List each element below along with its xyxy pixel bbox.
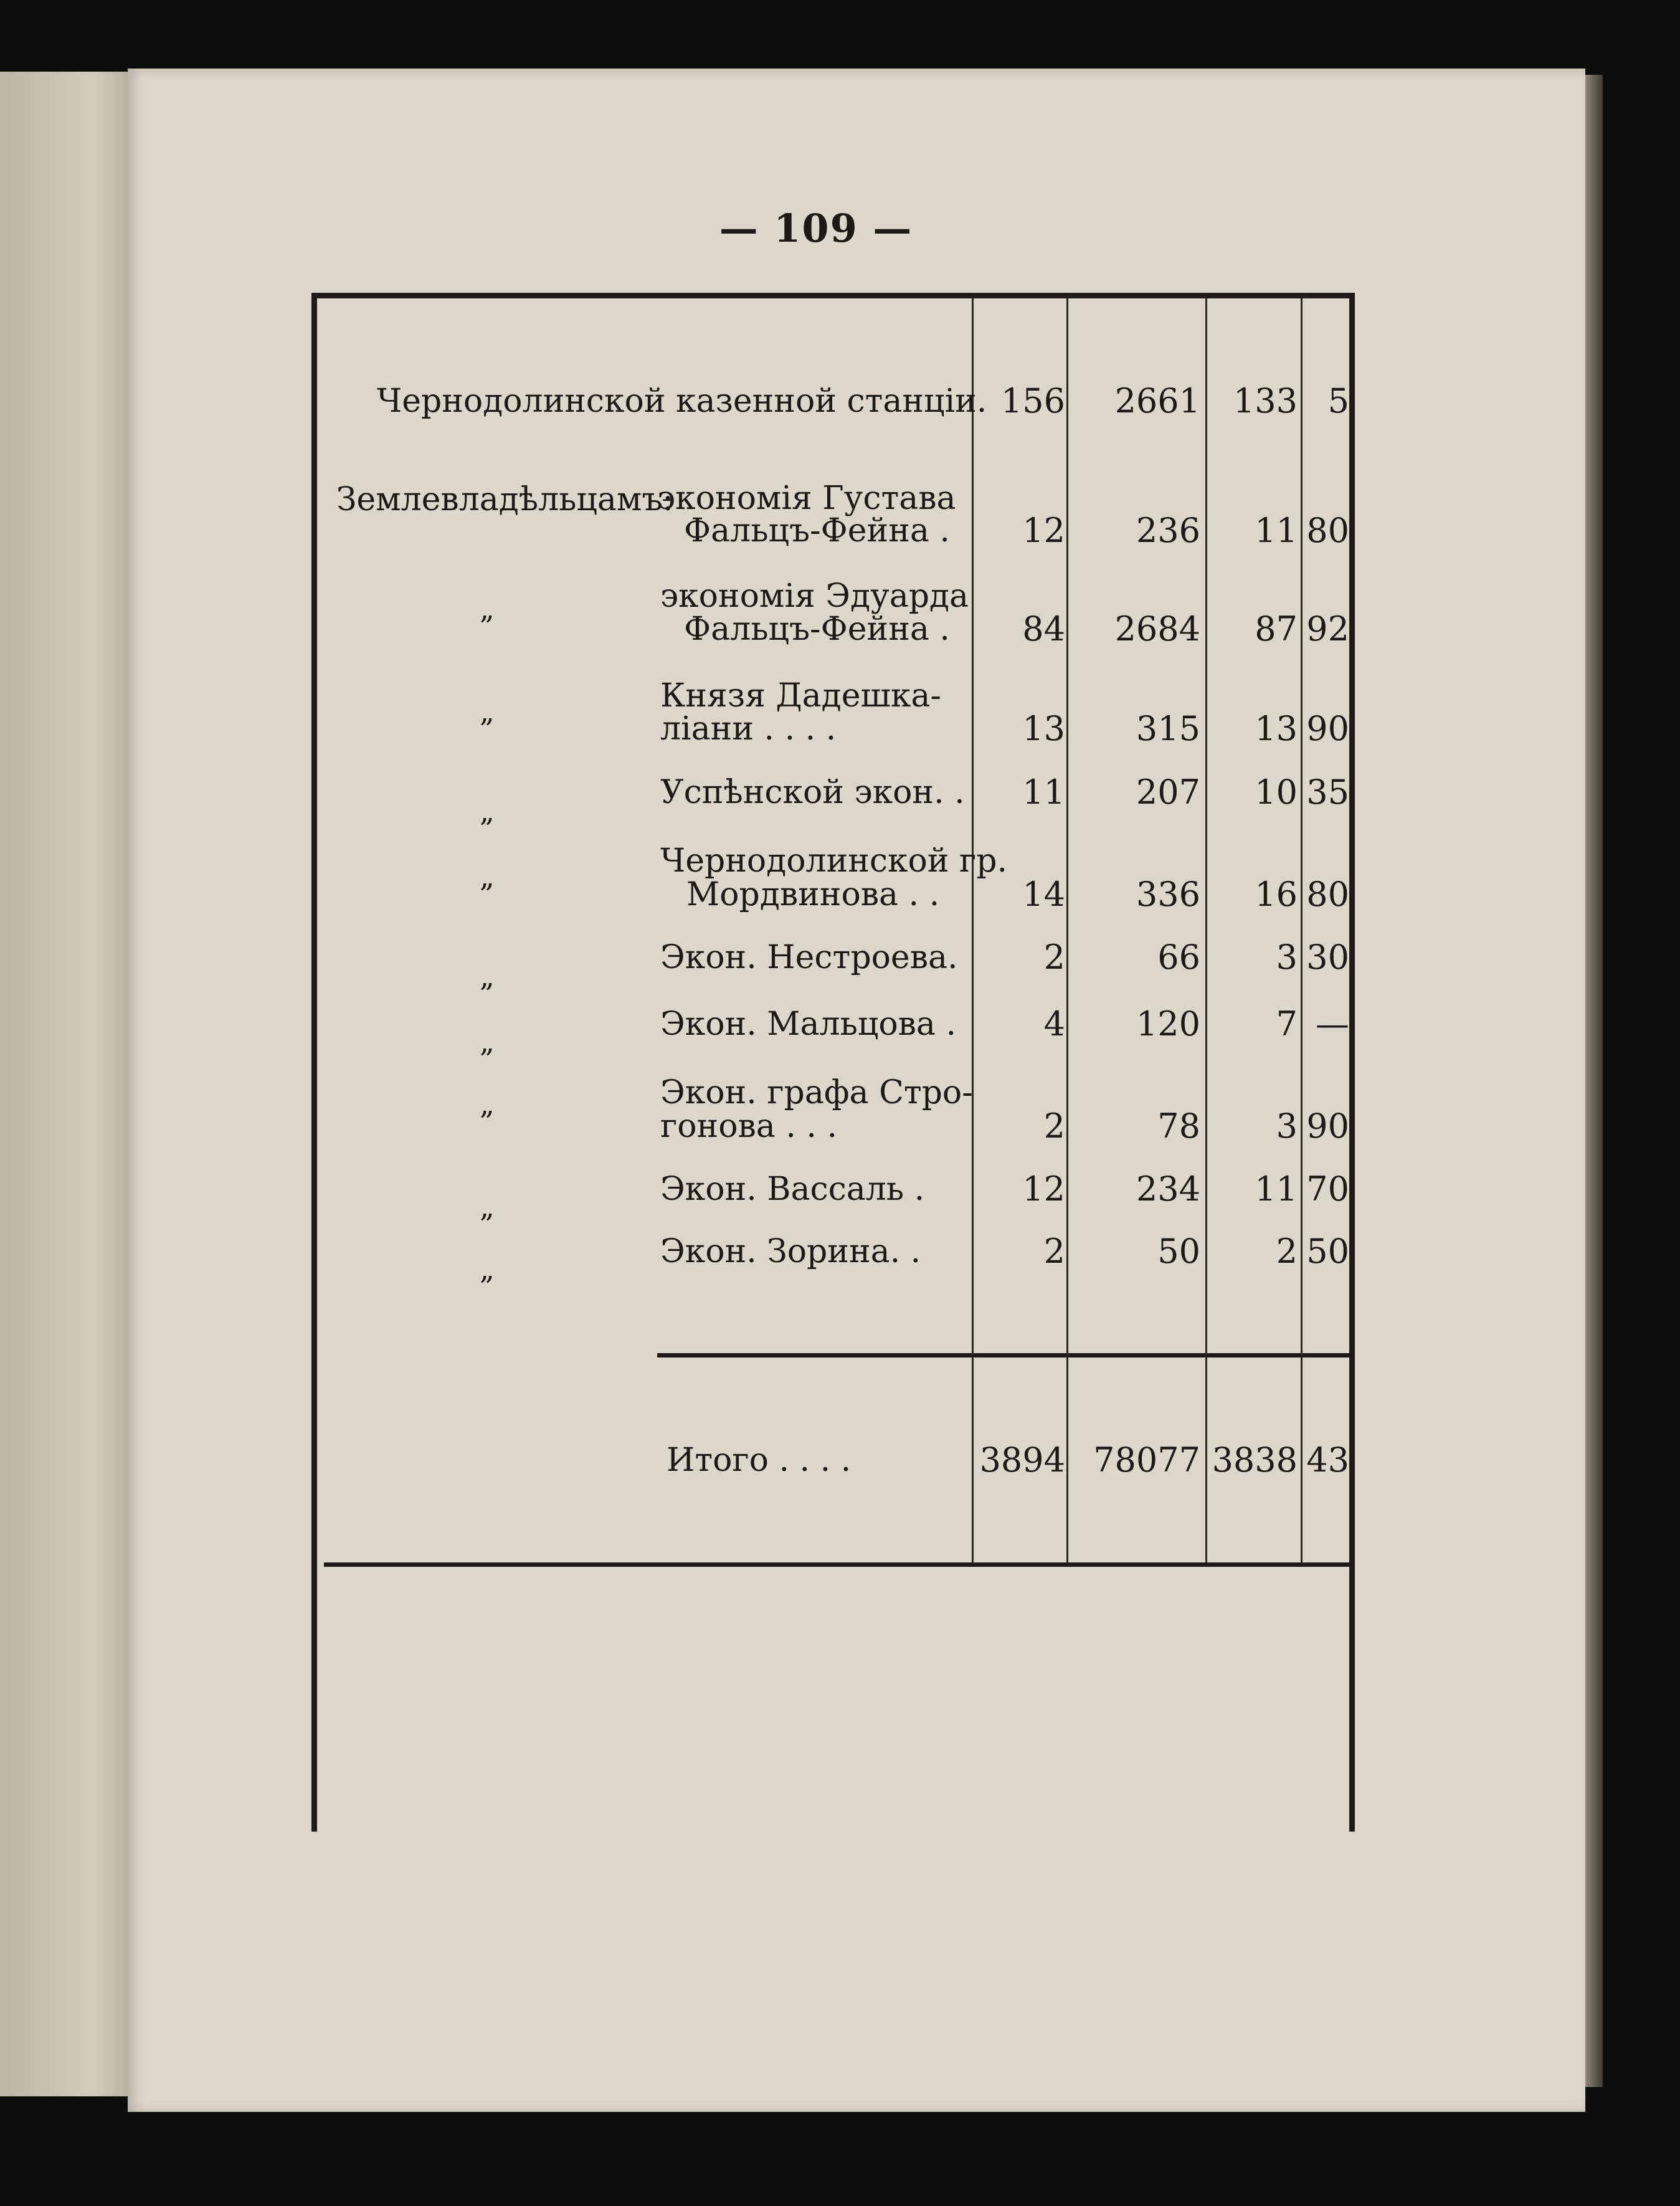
station-value-1: 156	[1000, 381, 1065, 421]
entry-line2: ліани . . . .	[660, 710, 837, 748]
entry-line2: Экон. Вассаль .	[660, 1171, 925, 1208]
entry-value-2: 236	[1136, 511, 1200, 550]
entry-value-1: 2	[1043, 938, 1065, 977]
entry-value-3: 11	[1255, 511, 1298, 550]
total-value-1: 3894	[979, 1440, 1065, 1480]
entry-line1: экономія Эдуарда	[660, 578, 969, 615]
entry-value-3: 13	[1255, 709, 1298, 748]
ditto-mark: „	[480, 1190, 495, 1224]
total-top-rule	[657, 1353, 1352, 1357]
entry-value-4: 92	[1306, 609, 1349, 649]
entry-value-4: —	[1316, 1004, 1349, 1044]
entry-line2: Экон. Мальцова .	[660, 1006, 956, 1043]
entry-value-3: 7	[1276, 1004, 1298, 1044]
page-number: — 109 —	[719, 206, 913, 251]
table-top-rule	[311, 293, 1355, 298]
column-divider	[1301, 298, 1303, 1562]
entry-value-1: 12	[1022, 1169, 1065, 1209]
ditto-mark: „	[480, 959, 495, 993]
entry-value-2: 66	[1157, 938, 1200, 977]
entry-line2: Успѣнской экон. .	[660, 774, 965, 811]
entry-value-2: 207	[1136, 773, 1200, 812]
entry-line1: Экон. графа Стро-	[660, 1074, 973, 1111]
entry-value-2: 315	[1136, 709, 1200, 748]
entry-line1: Князя Дадешка-	[660, 677, 941, 715]
entry-value-2: 336	[1136, 875, 1200, 914]
column-divider	[1205, 298, 1207, 1562]
entry-value-1: 13	[1022, 709, 1065, 748]
entry-value-4: 50	[1306, 1232, 1349, 1271]
entry-line2: Мордвинова . .	[686, 876, 940, 913]
entry-line2: Фальцъ-Фейна .	[684, 611, 950, 648]
entry-value-1: 11	[1022, 773, 1065, 812]
ditto-mark: „	[480, 695, 495, 728]
group-label: Землевладѣльцамъ:	[336, 481, 673, 518]
ditto-mark: „	[480, 860, 495, 893]
entry-line2: Фальцъ-Фейна .	[684, 512, 950, 549]
entry-line1: экономія Густава	[657, 480, 956, 517]
entry-value-3: 10	[1255, 773, 1298, 812]
entry-line2: Экон. Зорина. .	[660, 1233, 921, 1270]
total-value-2: 78077	[1093, 1440, 1200, 1480]
entry-value-3: 87	[1255, 609, 1298, 649]
entry-value-2: 234	[1136, 1169, 1200, 1209]
left-page-edge	[0, 72, 134, 2096]
entry-value-3: 11	[1255, 1169, 1298, 1209]
entry-value-4: 80	[1306, 875, 1349, 914]
entry-value-4: 30	[1306, 938, 1349, 977]
entry-value-3: 3	[1276, 1106, 1298, 1146]
entry-value-1: 4	[1043, 1004, 1065, 1044]
entry-value-4: 70	[1306, 1169, 1349, 1209]
table-right-rule	[1349, 293, 1355, 1832]
total-value-3: 3838	[1212, 1440, 1298, 1480]
ditto-mark: „	[480, 1025, 495, 1058]
column-divider	[972, 298, 974, 1562]
entry-value-2: 120	[1136, 1004, 1200, 1044]
entry-value-1: 2	[1043, 1106, 1065, 1146]
ditto-mark: „	[480, 592, 495, 625]
entry-line2: Экон. Нестроева.	[660, 939, 958, 976]
table-bottom-rule	[324, 1562, 1352, 1567]
entry-value-2: 78	[1157, 1106, 1200, 1146]
ditto-mark: „	[480, 1087, 495, 1121]
station-label: Чернодолинской казенной станціи.	[377, 383, 987, 420]
entry-value-2: 50	[1157, 1232, 1200, 1271]
total-label: Итого . . . .	[667, 1442, 852, 1479]
total-value-4: 43	[1306, 1440, 1349, 1480]
ditto-mark: „	[480, 794, 495, 828]
entry-value-3: 2	[1276, 1232, 1298, 1271]
entry-value-1: 14	[1022, 875, 1065, 914]
entry-value-4: 90	[1306, 1106, 1349, 1146]
station-value-4: 5	[1327, 381, 1349, 421]
entry-value-3: 16	[1255, 875, 1298, 914]
entry-value-4: 80	[1306, 511, 1349, 550]
page-edge-shadow	[1585, 75, 1603, 2087]
entry-value-3: 3	[1276, 938, 1298, 977]
station-value-3: 133	[1233, 381, 1298, 421]
column-divider	[1066, 298, 1068, 1562]
entry-value-1: 12	[1022, 511, 1065, 550]
ditto-mark: „	[480, 1252, 495, 1286]
entry-line2: гонова . . .	[660, 1108, 837, 1145]
table-left-rule	[311, 293, 317, 1832]
station-value-2: 2661	[1114, 381, 1200, 421]
entry-line1: Чернодолинской гр.	[660, 842, 1008, 880]
entry-value-2: 2684	[1114, 609, 1200, 649]
entry-value-4: 90	[1306, 709, 1349, 748]
entry-value-1: 2	[1043, 1232, 1065, 1271]
entry-value-4: 35	[1306, 773, 1349, 812]
entry-value-1: 84	[1022, 609, 1065, 649]
